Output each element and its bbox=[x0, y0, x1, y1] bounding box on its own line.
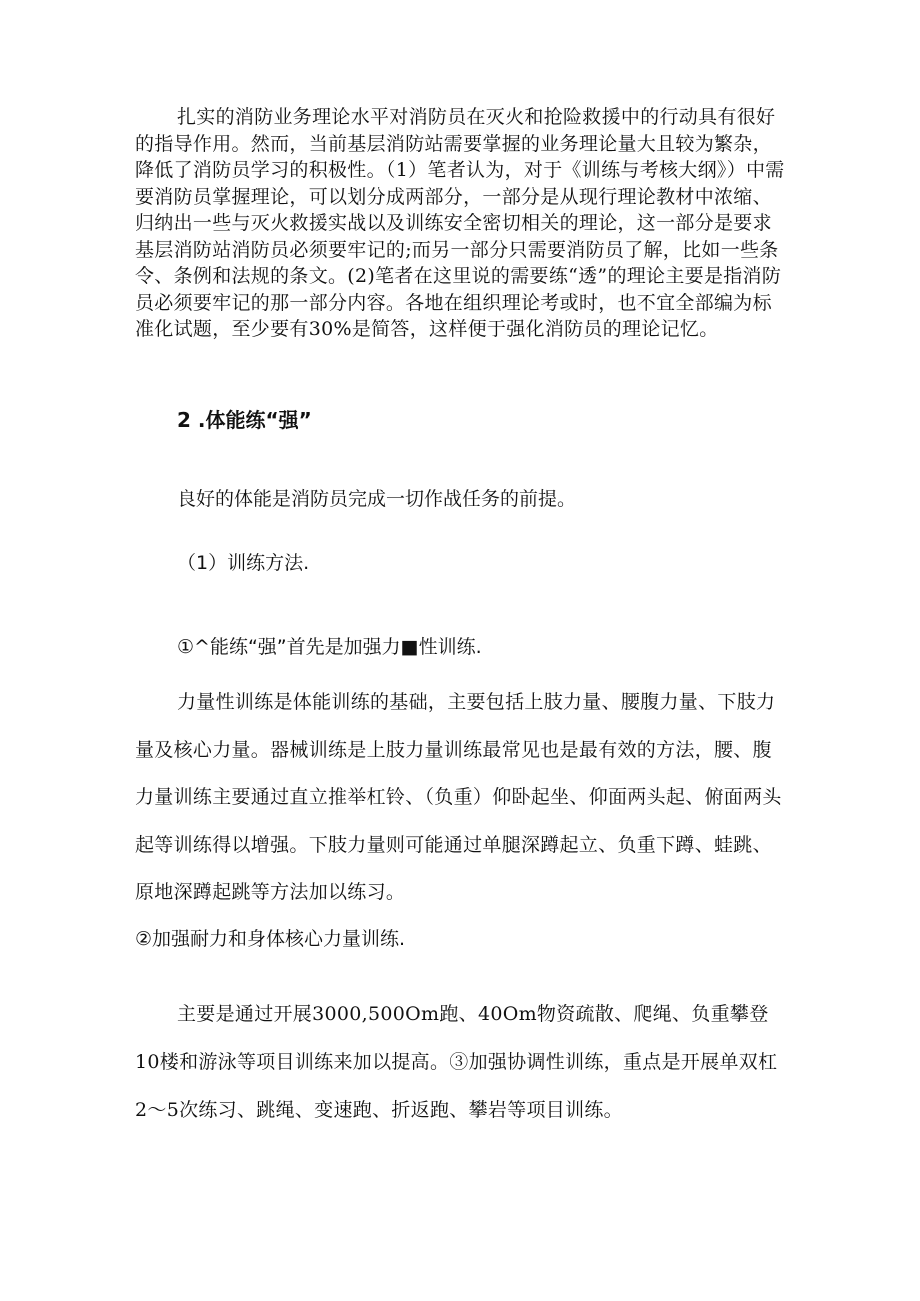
paragraph-theory: 扎实的消防业务理论水平对消防员在灭火和抢险救援中的行动具有很好的指导作用。然而，当前基层消防站需要掌握的业务理论量大且较为繁杂，降低了消防员学习的积极性。（1）笔者认为，对于《训练与考核大纲》）中需要消防员掌握理论，可以划分成两部分，一部分是从现行理论教材中浓缩、归纳出一些与灭火救援实战以及训练安全密切相关的理论，这一部分是要求基层消防站消防员必须要牢记的;而另一部分只需要消防员了解，比如一些条令、条例和法规的条文。(2)笔者在这里说的需要练“透”的理论主要是指消防员必须要牢记的那一部分内容。各地在组织理论考或时，也不宜全部编为标准化试题，至少要有30%是简答，这样便于强化消防员的理论记忆。 bbox=[135, 106, 785, 340]
subheading-strength-training: ①^能练“强”首先是加强力■性训练. bbox=[177, 636, 482, 658]
section-heading-physical-fitness: 2 .体能练“强” bbox=[177, 408, 312, 432]
paragraph-strength-training: 力量性训练是体能训练的基础，主要包括上肢力量、腰腹力量、下肢力量及核心力量。器械训练是上肢力量训练最常见也是最有效的方法，腰、腹力量训练主要通过直立推举杠铃、（负重）仰卧起坐、仰面两头起、俯面两头起等训练得以增强。下肢力量则可能通过单腿深蹲起立、负重下蹲、蛙跳、原地深蹲起跳等方法加以练习。 bbox=[135, 691, 782, 903]
lead-sentence: 良好的体能是消防员完成一切作战任务的前提。 bbox=[177, 488, 577, 510]
subheading-endurance-core: ②加强耐力和身体核心力量训练. bbox=[135, 928, 406, 950]
paragraph-endurance: 主要是通过开展3000,500Om跑、40Om物资疏散、爬绳、负重攀登10楼和游泳等项目训练来加以提高。③加强协调性训练，重点是开展单双杠2～5次练习、跳绳、变速跑、折返跑、攀岩等项目训练。 bbox=[135, 1003, 778, 1121]
subheading-training-methods: （1）训练方法. bbox=[177, 552, 310, 574]
